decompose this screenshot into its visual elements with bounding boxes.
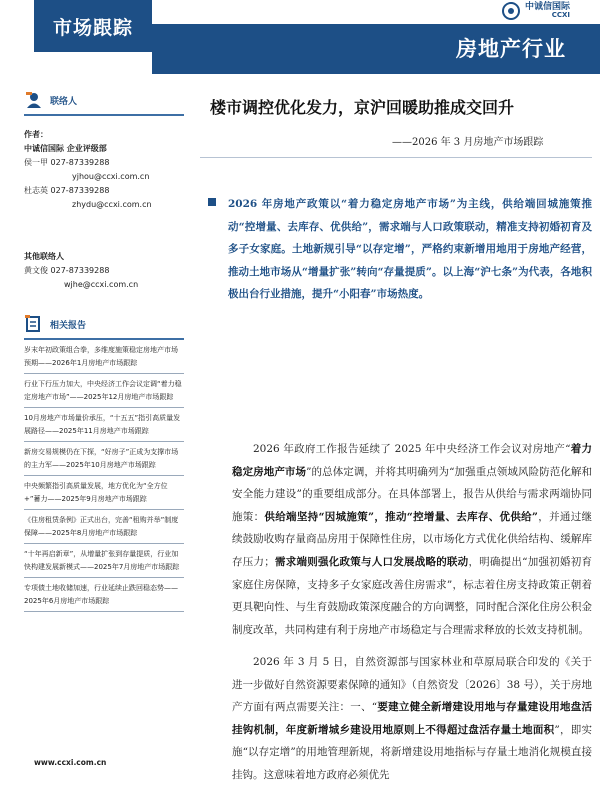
body-paragraph-1 [232, 438, 592, 641]
contacts-heading: 联络人 [50, 96, 78, 107]
title-divider [200, 157, 592, 158]
summary-block [208, 193, 592, 306]
sidebar [24, 90, 184, 612]
related-report-item[interactable]: 中央频繁指引高质量发展，地方优化为“全方位+”蓄力——2025年9月房地产市场跟踪 [24, 476, 184, 510]
related-report-item[interactable]: 岁末年初政策组合拳，多维度施策稳定房地产市场预期——2026年1月房地产市场跟踪 [24, 340, 184, 374]
other-contact-email[interactable]: wjhe@ccxi.com.cn [64, 280, 139, 289]
report-header [0, 0, 600, 100]
author-org: 中诚信国际 企业评级部 [24, 144, 107, 153]
p1-run: ，明确提出“加强初婚初育家庭住房保障，支持多子女家庭改善住房需求”，标志着住房支持政策正朝着更具靶向性、与生育鼓励政策深度融合的方向调整，同时配合深化住房公积金制度改革，共同构建有利于房地产市场稳定与合理需求释放的长效支持机制。 [232, 555, 593, 636]
related-report-item[interactable]: 《住房租赁条例》正式出台，完善“租购并举”制度保障——2025年8月房地产市场跟踪 [24, 510, 184, 544]
other-contact-phone: 黄文俊 027-87339288 [24, 266, 110, 275]
author-2-phone: 杜志英 027-87339288 [24, 186, 110, 195]
p1-run: 2026 年政府工作报告延续了 2025 年中央经济工作会议对房地产“ [253, 443, 571, 455]
author-1-phone: 侯一甲 027-87339288 [24, 158, 110, 167]
related-report-item[interactable]: 专项债土地收储加速，行业延续止跌回稳态势——2025年6月房地产市场跟踪 [24, 578, 184, 612]
industry-title: 房地产行业 [456, 37, 566, 61]
summary-bullet-icon [208, 198, 216, 206]
reports-section-header [24, 314, 184, 334]
logo-chinese: 中诚信国际 [524, 2, 570, 12]
ccxi-logo [501, 0, 570, 22]
related-reports-list [24, 340, 184, 612]
p1-run-bold: 着力稳定房地产市场 [232, 443, 593, 478]
reports-heading: 相关报告 [50, 320, 87, 331]
footer-website-link[interactable]: www.ccxi.com.cn [34, 758, 107, 767]
p1-run-bold: 供给端坚持“因城施策”，推动“控增量、去库存、优供给” [264, 510, 538, 523]
page-subtitle: ——2026 年 3 月房地产市场跟踪 [392, 137, 544, 148]
page-title: 楼市调控优化发力，京沪回暖助推成交回升 [210, 98, 515, 117]
p2-run-bold: 要建立健全新增建设用地与存量建设用地盘活挂钩机制，年度新增城乡建设用地原则上不得超过盘活存量土地面积 [232, 701, 593, 736]
related-report-item[interactable]: 10月房地产市场量价承压，“十五五”指引高质量发展路径——2025年11月房地产市场跟踪 [24, 408, 184, 442]
ccxi-logo-icon [501, 1, 521, 21]
contacts-rule [24, 114, 184, 116]
p1-run: ，并通过继续鼓励收购存量商品房用于保障性住房，以市场化方式优化供给结构、缓解库存压力； [232, 510, 593, 568]
paragraph-1-text [232, 438, 592, 641]
paragraph-2-text [232, 651, 592, 787]
related-reports-icon [24, 314, 44, 334]
logo-english: CCXI [551, 11, 570, 19]
p2-run: ”，即实施“以存定增”的用地管理新规，将新增建设用地指标与存量土地消化规模直接挂钩。这意味着地方政府必须优先 [232, 723, 592, 781]
related-report-item[interactable]: 行业下行压力加大，中央经济工作会议定调“着力稳定房地产市场”——2025年12月房地产市场跟踪 [24, 374, 184, 408]
author-2-email[interactable]: zhydu@ccxi.com.cn [72, 200, 152, 209]
related-report-item[interactable]: “十年再启新章”，从增量扩张到存量提质，行业加快构建发展新模式——2025年7月房地产市场跟踪 [24, 544, 184, 578]
section-tab: 市场跟踪 [34, 0, 152, 52]
contact-person-icon [24, 90, 44, 110]
related-report-item[interactable]: 新房交易规模仍在下探，“好房子”正成为支撑市场的主力军——2025年10月房地产市场跟踪 [24, 442, 184, 476]
p1-run-bold: 需求端则强化政策与人口发展战略的联动 [274, 555, 469, 568]
other-contacts-label: 其他联络人 [24, 252, 64, 261]
authors-label: 作者： [24, 130, 48, 139]
contacts-section-header [24, 90, 184, 110]
body-paragraph-2 [232, 651, 592, 787]
p2-run: 2026 年 3 月 5 日，自然资源部与国家林业和草原局联合印发的《关于进一步做好自然资源要素保障的通知》（自然资发〔2026〕38 号），关于房地产方面有两点需要关注：一、“ [232, 656, 592, 714]
summary-text: 2026 年房地产政策以“着力稳定房地产市场”为主线，供给端回城施策推动“控增量、去库存、优供给”，需求端与人口政策联动，精准支持初婚初育及多子女家庭。土地新规引导“以存定增”，严格约束新增用地用于房地产经营，推动土地市场从“增量扩张”转向“存量提质”。以上海“沪七条”为代表，各地积极出台行业措施，提升“小阳春”市场热度。 [228, 198, 592, 300]
author-1-email[interactable]: yjhou@ccxi.com.cn [72, 172, 150, 181]
p1-run: ”的总体定调，并将其明确列为“加强重点领域风险防范化解和安全能力建设”的重要组成部分。在具体部署上，报告从供给与需求两端协同施策： [232, 465, 592, 523]
